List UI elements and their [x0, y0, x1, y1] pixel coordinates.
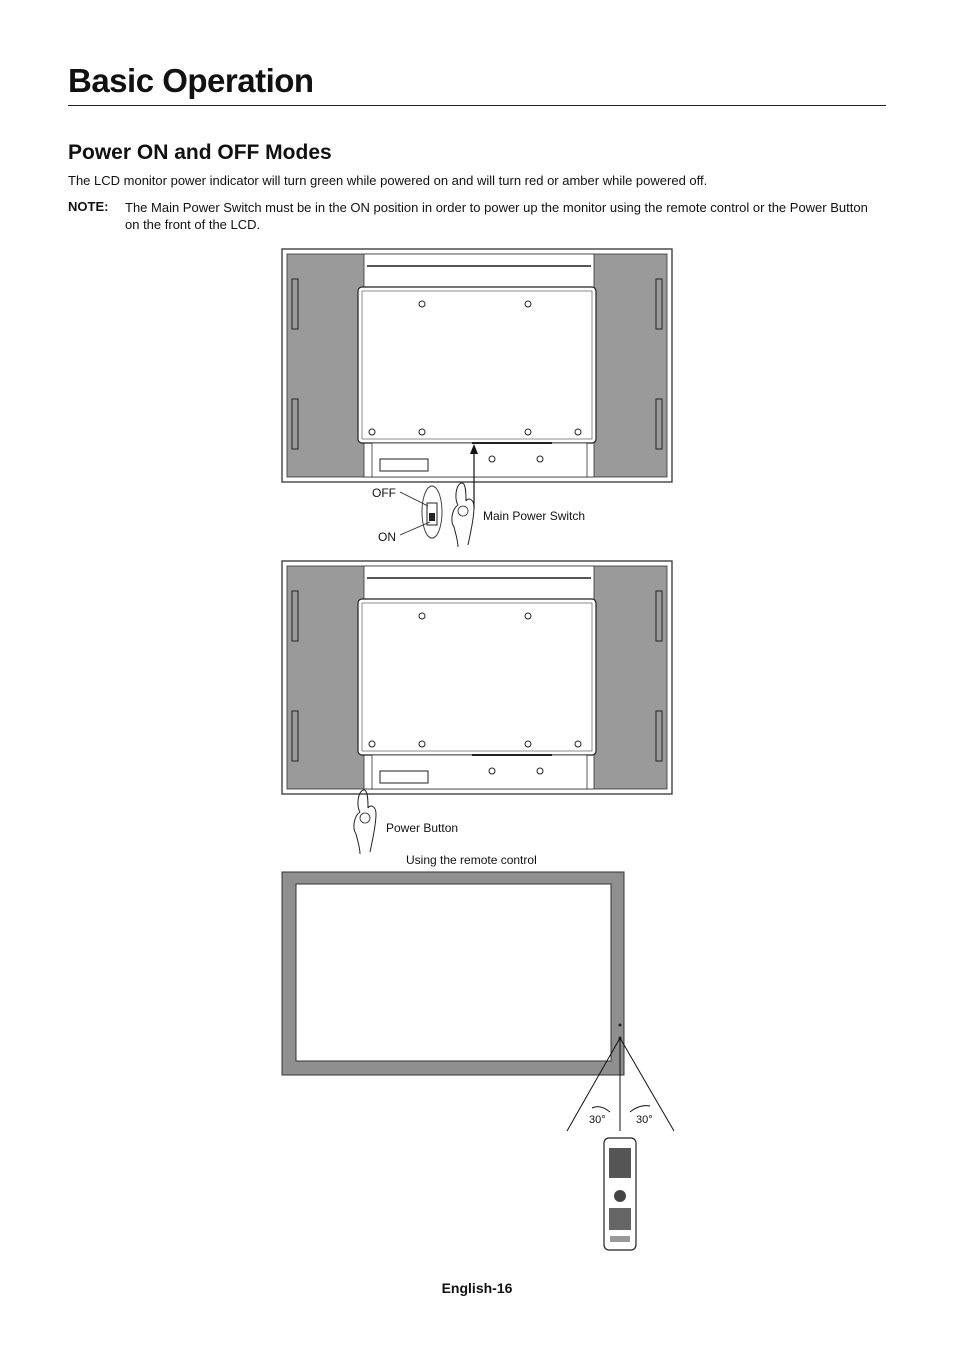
on-label: ON	[378, 530, 396, 544]
monitor-screen	[296, 884, 611, 1061]
page-title: Basic Operation	[68, 62, 314, 99]
intro-paragraph: The LCD monitor power indicator will turn green while powered on and will turn red or amber while powered off.	[68, 173, 708, 188]
monitor-back-top	[282, 249, 672, 482]
main-switch-label: Main Power Switch	[483, 509, 586, 523]
angle-left-label: 30°	[589, 1114, 606, 1126]
note-label: NOTE:	[68, 199, 109, 214]
angle-right-label: 30°	[636, 1114, 653, 1126]
power-button-label: Power Button	[386, 821, 459, 835]
section-title: Power ON and OFF Modes	[68, 141, 332, 164]
hand-icon-power-button	[354, 790, 376, 854]
hand-icon-switch	[452, 483, 474, 547]
monitor-back-middle	[282, 561, 672, 794]
page-footer: English-16	[441, 1280, 513, 1296]
note-text: The Main Power Switch must be in the ON position in order to power up the monitor using the remote control or the Power Button on the front of the LCD.	[125, 200, 868, 232]
remote-caption: Using the remote control	[406, 853, 537, 867]
off-label: OFF	[372, 486, 396, 500]
